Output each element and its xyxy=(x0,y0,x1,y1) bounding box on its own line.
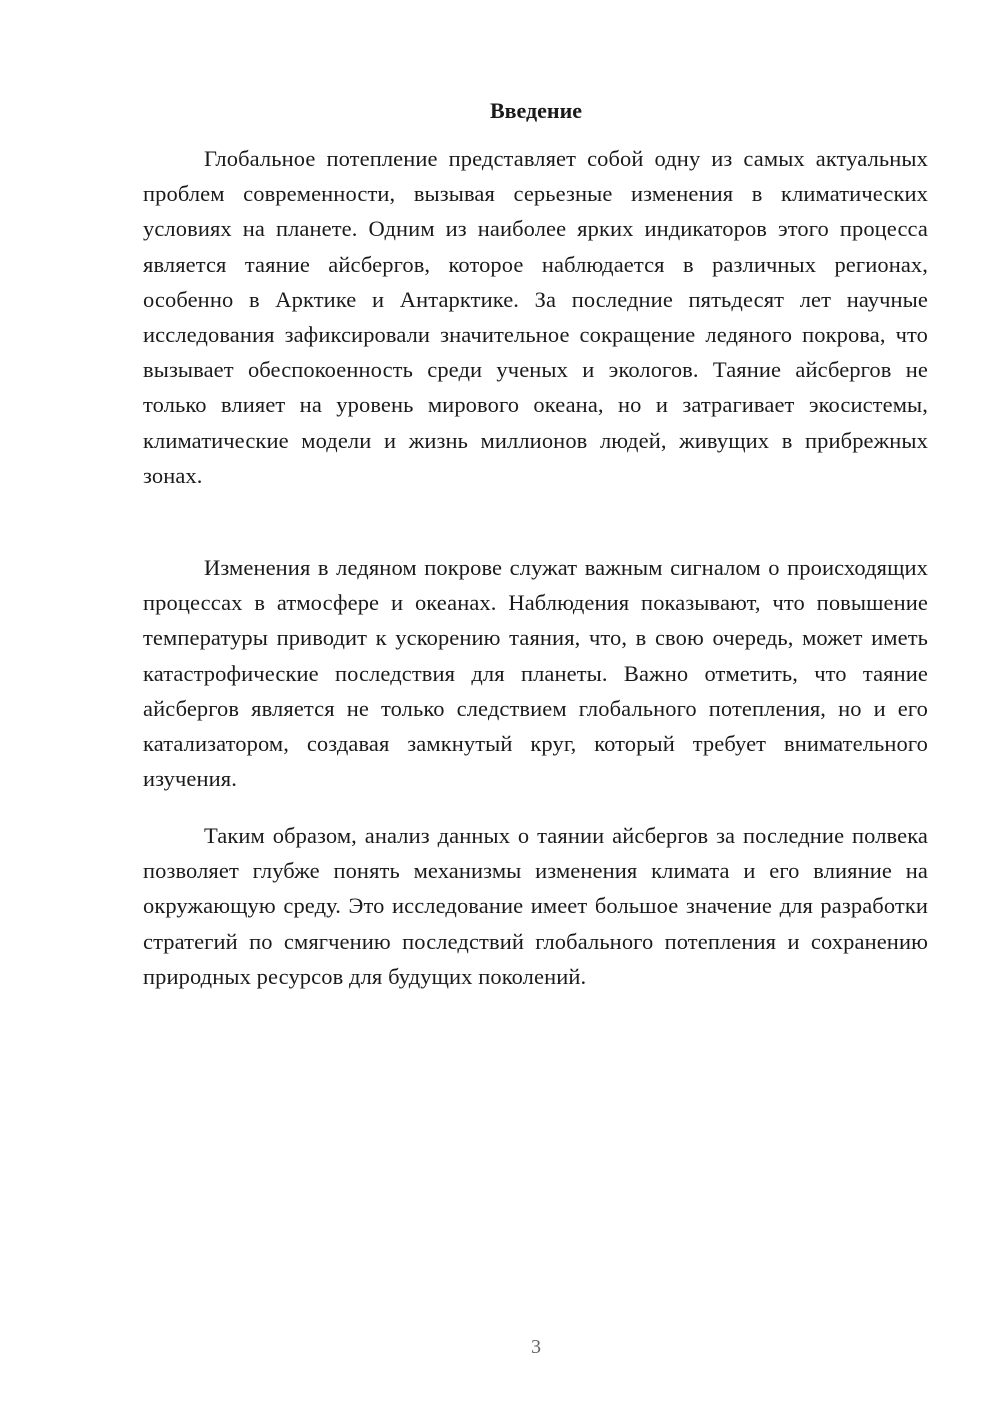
paragraph-3: Таким образом, анализ данных о таянии айсбергов за последние полвека позволяет глубже понять механизмы изменения климата и его влияние на окружающую среду. Это исследование имеет большое значение для разработки стратегий по смягчению последствий глобального потепления и сохранению природных ресурсов для будущих поколений. xyxy=(143,823,928,989)
page-number: 3 xyxy=(531,1336,541,1358)
paragraph-1: Глобальное потепление представляет собой одну из самых актуальных проблем современности, вызывая серьезные изменения в климатических условиях на планете. Одним из наиболее ярких индикаторов этого процесса является таяние айсбергов, которое наблюдается в различных регионах, особенно в Арктике и Антарктике. За последние пятьдесят лет научные исследования зафиксировали значительное сокращение ледяного покрова, что вызывает обеспокоенность среди ученых и экологов. Таяние айсбергов не только влияет на уровень мирового океана, но и затрагивает экосистемы, климатические модели и жизнь миллионов людей, живущих в прибрежных зонах. xyxy=(143,146,928,488)
section-title: Введение xyxy=(489,98,583,123)
paragraph-2: Изменения в ледяном покрове служат важным сигналом о происходящих процессах в атмосфере и океанах. Наблюдения показывают, что повышение температуры приводит к ускорению таяния, что, в свою очередь, может иметь катастрофические последствия для планеты. Важно отметить, что таяние айсбергов является не только следствием глобального потепления, но и его катализатором, создавая замкнутый круг, который требует внимательного изучения. xyxy=(143,555,928,792)
